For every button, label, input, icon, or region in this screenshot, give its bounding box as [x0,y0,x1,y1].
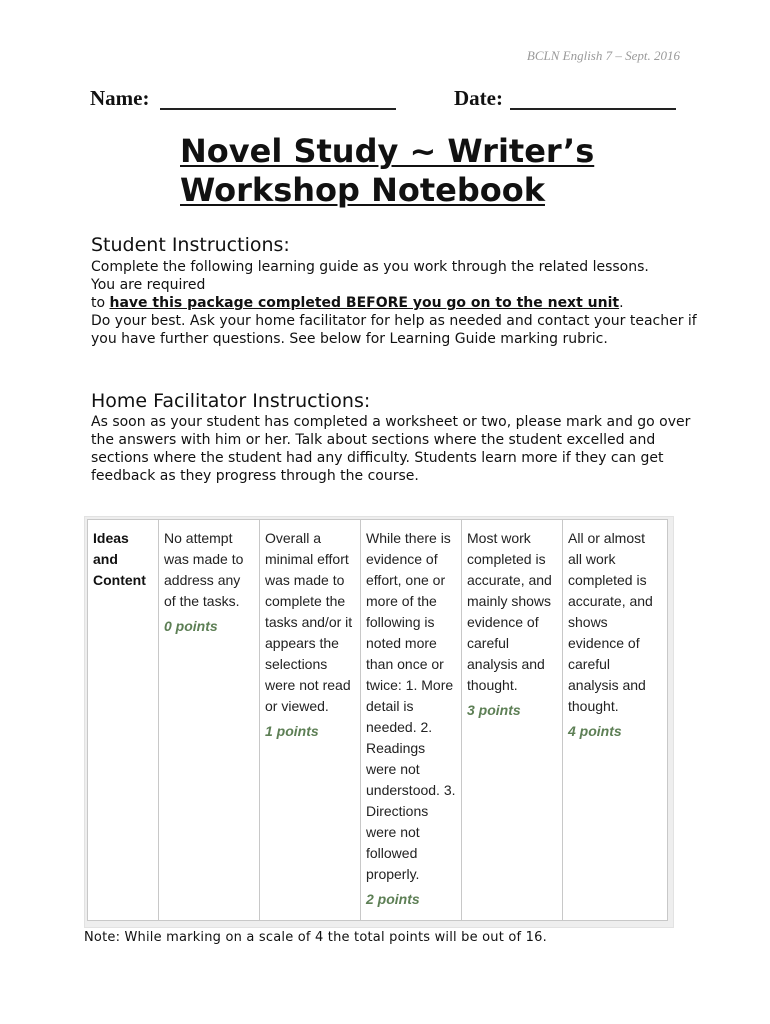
student-line-3-post: . [619,295,624,311]
facilitator-instructions-text: As soon as your student has completed a worksheet or two, please mark and go over the answers with him or her. Talk about sections where the student excelled and sections where the student had any difficulty. Students learn more if they can get feedback as they progress through the course. [91,414,691,484]
rubric-level-3-cell [462,520,563,921]
course-header-note: BCLN English 7 – Sept. 2016 [526,48,680,63]
date-blank-line [510,108,676,110]
student-line-2: You are required [91,277,206,293]
rubric-level-0-text: No attempt was made to address any of the tasks. [164,530,244,609]
title-line-1: Novel Study ~ Writer’s [180,132,595,170]
name-label: Name: [90,86,150,110]
rubric-level-0-cell [159,520,260,921]
name-blank-line [160,108,396,110]
rubric-level-4-cell [563,520,668,921]
title-line-2: Workshop Notebook [180,171,545,209]
rubric-level-0-points: 0 points [164,618,218,634]
student-instructions-text [91,258,711,348]
student-instructions-heading: Student Instructions: [91,234,290,256]
date-label: Date: [454,86,503,110]
rubric-level-4-points: 4 points [568,723,622,739]
facilitator-instructions-heading: Home Facilitator Instructions: [91,390,371,412]
rubric-level-3-points: 3 points [467,702,521,718]
table-row [88,520,668,921]
rubric-level-3-text: Most work completed is accurate, and mainly shows evidence of careful analysis and thought. [467,530,552,693]
marking-note: Note: While marking on a scale of 4 the total points will be out of 16. [84,930,547,945]
rubric-level-1-points: 1 points [265,723,319,739]
marking-rubric-table [87,519,668,921]
rubric-level-2-text: While there is evidence of effort, one or more of the following is noted more than once or twice: 1. More detail is needed. 2. Readings were not understood. 3. Directions were not followed properly. [366,530,456,882]
page-title [180,132,700,210]
student-line-4: Do your best. Ask your home facilitator for help as needed and contact your teacher if you have further questions. See below for Learning Guide marking rubric. [91,313,697,347]
rubric-level-1-text: Overall a minimal effort was made to complete the tasks and/or it appears the selections were not read or viewed. [265,530,353,714]
rubric-level-1-cell [260,520,361,921]
student-line-1: Complete the following learning guide as you work through the related lessons. [91,259,649,275]
name-date-row [90,86,690,116]
student-line-3 [91,294,711,312]
rubric-criterion-cell: Ideas and Content [88,520,159,921]
rubric-level-4-text: All or almost all work completed is accurate, and shows evidence of careful analysis and thought. [568,530,653,714]
completion-requirement: have this package completed BEFORE you go on to the next unit [109,295,620,311]
rubric-level-2-points: 2 points [366,891,420,907]
rubric-level-2-cell [361,520,462,921]
student-line-3-pre: to [91,295,110,311]
